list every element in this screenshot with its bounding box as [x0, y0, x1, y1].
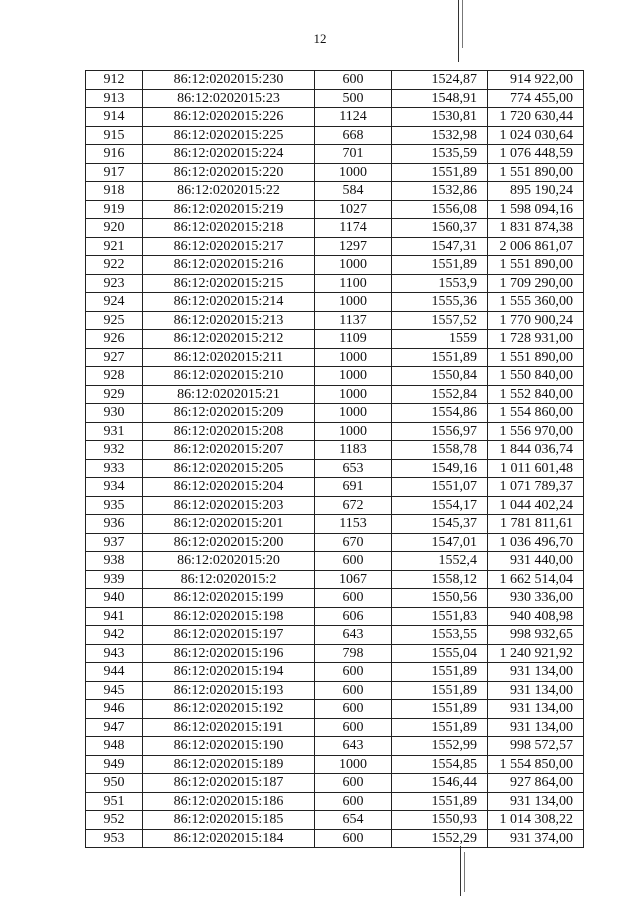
row-number-cell: 937 [86, 533, 143, 552]
total-cell: 998 572,57 [488, 737, 584, 756]
total-cell: 1 240 921,92 [488, 644, 584, 663]
row-number-cell: 953 [86, 829, 143, 848]
row-number-cell: 941 [86, 607, 143, 626]
total-cell: 931 134,00 [488, 681, 584, 700]
total-cell: 1 662 514,04 [488, 570, 584, 589]
row-number-cell: 936 [86, 515, 143, 534]
table-row [86, 478, 584, 497]
cadastral-number-cell: 86:12:0202015:186 [143, 792, 315, 811]
total-cell: 998 932,65 [488, 626, 584, 645]
total-cell: 931 374,00 [488, 829, 584, 848]
price-cell: 1524,87 [392, 71, 488, 90]
total-cell: 1 720 630,44 [488, 108, 584, 127]
table-row [86, 108, 584, 127]
row-number-cell: 926 [86, 330, 143, 349]
area-cell: 1000 [315, 256, 392, 275]
area-cell: 1174 [315, 219, 392, 238]
row-number-cell: 924 [86, 293, 143, 312]
table-row [86, 385, 584, 404]
area-cell: 1000 [315, 755, 392, 774]
price-cell: 1550,56 [392, 589, 488, 608]
row-number-cell: 945 [86, 681, 143, 700]
total-cell: 1 551 890,00 [488, 348, 584, 367]
table-row [86, 348, 584, 367]
area-cell: 701 [315, 145, 392, 164]
price-cell: 1545,37 [392, 515, 488, 534]
table-row [86, 274, 584, 293]
price-cell: 1551,89 [392, 681, 488, 700]
area-cell: 600 [315, 71, 392, 90]
area-cell: 1000 [315, 348, 392, 367]
cadastral-number-cell: 86:12:0202015:207 [143, 441, 315, 460]
total-cell: 1 044 402,24 [488, 496, 584, 515]
total-cell: 931 134,00 [488, 700, 584, 719]
price-cell: 1556,08 [392, 200, 488, 219]
area-cell: 600 [315, 681, 392, 700]
cadastral-number-cell: 86:12:0202015:197 [143, 626, 315, 645]
row-number-cell: 934 [86, 478, 143, 497]
cadastral-number-cell: 86:12:0202015:198 [143, 607, 315, 626]
row-number-cell: 939 [86, 570, 143, 589]
area-cell: 798 [315, 644, 392, 663]
total-cell: 1 831 874,38 [488, 219, 584, 238]
row-number-cell: 951 [86, 792, 143, 811]
price-cell: 1554,85 [392, 755, 488, 774]
price-cell: 1552,84 [392, 385, 488, 404]
area-cell: 1153 [315, 515, 392, 534]
cadastral-number-cell: 86:12:0202015:210 [143, 367, 315, 386]
row-number-cell: 932 [86, 441, 143, 460]
cadastral-number-cell: 86:12:0202015:189 [143, 755, 315, 774]
table-row [86, 293, 584, 312]
price-cell: 1530,81 [392, 108, 488, 127]
cadastral-number-cell: 86:12:0202015:204 [143, 478, 315, 497]
price-cell: 1551,89 [392, 718, 488, 737]
cadastral-number-cell: 86:12:0202015:194 [143, 663, 315, 682]
total-cell: 1 555 360,00 [488, 293, 584, 312]
area-cell: 643 [315, 737, 392, 756]
total-cell: 1 551 890,00 [488, 256, 584, 275]
row-number-cell: 944 [86, 663, 143, 682]
table-row [86, 311, 584, 330]
table-row [86, 811, 584, 830]
table-row [86, 496, 584, 515]
total-cell: 914 922,00 [488, 71, 584, 90]
row-number-cell: 920 [86, 219, 143, 238]
cadastral-number-cell: 86:12:0202015:193 [143, 681, 315, 700]
cadastral-number-cell: 86:12:0202015:22 [143, 182, 315, 201]
cadastral-number-cell: 86:12:0202015:205 [143, 459, 315, 478]
total-cell: 940 408,98 [488, 607, 584, 626]
binding-line-top [458, 0, 459, 62]
cadastral-number-cell: 86:12:0202015:201 [143, 515, 315, 534]
table-row [86, 200, 584, 219]
price-cell: 1556,97 [392, 422, 488, 441]
cadastral-number-cell: 86:12:0202015:196 [143, 644, 315, 663]
total-cell: 1 550 840,00 [488, 367, 584, 386]
cadastral-number-cell: 86:12:0202015:187 [143, 774, 315, 793]
cadastral-number-cell: 86:12:0202015:185 [143, 811, 315, 830]
table-row [86, 219, 584, 238]
price-cell: 1560,37 [392, 219, 488, 238]
table-row [86, 404, 584, 423]
area-cell: 606 [315, 607, 392, 626]
cadastral-number-cell: 86:12:0202015:212 [143, 330, 315, 349]
price-cell: 1532,86 [392, 182, 488, 201]
area-cell: 670 [315, 533, 392, 552]
area-cell: 600 [315, 663, 392, 682]
page-number: 12 [313, 31, 327, 46]
table-row [86, 607, 584, 626]
total-cell: 895 190,24 [488, 182, 584, 201]
total-cell: 1 781 811,61 [488, 515, 584, 534]
row-number-cell: 952 [86, 811, 143, 830]
table-row [86, 718, 584, 737]
table-row [86, 644, 584, 663]
price-cell: 1552,29 [392, 829, 488, 848]
row-number-cell: 938 [86, 552, 143, 571]
price-cell: 1548,91 [392, 89, 488, 108]
price-cell: 1551,89 [392, 348, 488, 367]
binding-line-bottom-2 [464, 852, 465, 892]
price-cell: 1553,9 [392, 274, 488, 293]
price-cell: 1551,89 [392, 700, 488, 719]
price-cell: 1552,99 [392, 737, 488, 756]
area-cell: 1137 [315, 311, 392, 330]
table-row [86, 459, 584, 478]
table-body [86, 71, 584, 848]
area-cell: 1100 [315, 274, 392, 293]
cadastral-number-cell: 86:12:0202015:211 [143, 348, 315, 367]
total-cell: 927 864,00 [488, 774, 584, 793]
row-number-cell: 917 [86, 163, 143, 182]
table-row [86, 533, 584, 552]
price-cell: 1546,44 [392, 774, 488, 793]
price-cell: 1558,78 [392, 441, 488, 460]
total-cell: 1 076 448,59 [488, 145, 584, 164]
price-cell: 1551,89 [392, 163, 488, 182]
price-cell: 1535,59 [392, 145, 488, 164]
cadastral-number-cell: 86:12:0202015:2 [143, 570, 315, 589]
cadastral-number-cell: 86:12:0202015:213 [143, 311, 315, 330]
area-cell: 1000 [315, 367, 392, 386]
area-cell: 600 [315, 700, 392, 719]
area-cell: 600 [315, 589, 392, 608]
total-cell: 1 024 030,64 [488, 126, 584, 145]
row-number-cell: 918 [86, 182, 143, 201]
total-cell: 1 036 496,70 [488, 533, 584, 552]
row-number-cell: 923 [86, 274, 143, 293]
total-cell: 1 014 308,22 [488, 811, 584, 830]
area-cell: 1067 [315, 570, 392, 589]
cadastral-number-cell: 86:12:0202015:190 [143, 737, 315, 756]
table-row [86, 330, 584, 349]
price-cell: 1558,12 [392, 570, 488, 589]
area-cell: 600 [315, 774, 392, 793]
cadastral-number-cell: 86:12:0202015:225 [143, 126, 315, 145]
table-row [86, 515, 584, 534]
table-row [86, 422, 584, 441]
price-cell: 1551,89 [392, 256, 488, 275]
table-row [86, 774, 584, 793]
area-cell: 1027 [315, 200, 392, 219]
cadastral-number-cell: 86:12:0202015:191 [143, 718, 315, 737]
table-row [86, 700, 584, 719]
total-cell: 1 554 850,00 [488, 755, 584, 774]
price-cell: 1551,07 [392, 478, 488, 497]
price-cell: 1551,89 [392, 792, 488, 811]
area-cell: 1183 [315, 441, 392, 460]
row-number-cell: 940 [86, 589, 143, 608]
cadastral-number-cell: 86:12:0202015:203 [143, 496, 315, 515]
cadastral-number-cell: 86:12:0202015:192 [143, 700, 315, 719]
total-cell: 1 071 789,37 [488, 478, 584, 497]
area-cell: 1124 [315, 108, 392, 127]
cadastral-number-cell: 86:12:0202015:20 [143, 552, 315, 571]
row-number-cell: 935 [86, 496, 143, 515]
area-cell: 1000 [315, 163, 392, 182]
row-number-cell: 915 [86, 126, 143, 145]
table-row [86, 367, 584, 386]
cadastral-number-cell: 86:12:0202015:184 [143, 829, 315, 848]
row-number-cell: 928 [86, 367, 143, 386]
table-row [86, 145, 584, 164]
area-cell: 1000 [315, 385, 392, 404]
table-row [86, 792, 584, 811]
table-row [86, 163, 584, 182]
area-cell: 668 [315, 126, 392, 145]
row-number-cell: 942 [86, 626, 143, 645]
table-row [86, 681, 584, 700]
area-cell: 1109 [315, 330, 392, 349]
price-cell: 1547,01 [392, 533, 488, 552]
total-cell: 1 598 094,16 [488, 200, 584, 219]
cadastral-number-cell: 86:12:0202015:200 [143, 533, 315, 552]
cadastral-number-cell: 86:12:0202015:230 [143, 71, 315, 90]
price-cell: 1551,89 [392, 663, 488, 682]
table-row [86, 829, 584, 848]
cadastral-number-cell: 86:12:0202015:220 [143, 163, 315, 182]
cadastral-number-cell: 86:12:0202015:217 [143, 237, 315, 256]
table-row [86, 570, 584, 589]
price-cell: 1550,93 [392, 811, 488, 830]
total-cell: 1 556 970,00 [488, 422, 584, 441]
cadastral-number-cell: 86:12:0202015:226 [143, 108, 315, 127]
price-cell: 1554,86 [392, 404, 488, 423]
area-cell: 1000 [315, 293, 392, 312]
area-cell: 691 [315, 478, 392, 497]
row-number-cell: 950 [86, 774, 143, 793]
row-number-cell: 948 [86, 737, 143, 756]
cadastral-number-cell: 86:12:0202015:214 [143, 293, 315, 312]
price-cell: 1557,52 [392, 311, 488, 330]
area-cell: 584 [315, 182, 392, 201]
area-cell: 653 [315, 459, 392, 478]
total-cell: 931 440,00 [488, 552, 584, 571]
cadastral-number-cell: 86:12:0202015:218 [143, 219, 315, 238]
row-number-cell: 946 [86, 700, 143, 719]
area-cell: 1000 [315, 422, 392, 441]
row-number-cell: 922 [86, 256, 143, 275]
table-row [86, 89, 584, 108]
price-cell: 1551,83 [392, 607, 488, 626]
cadastral-number-cell: 86:12:0202015:208 [143, 422, 315, 441]
total-cell: 1 709 290,00 [488, 274, 584, 293]
area-cell: 600 [315, 718, 392, 737]
row-number-cell: 929 [86, 385, 143, 404]
cadastral-number-cell: 86:12:0202015:21 [143, 385, 315, 404]
binding-line-top-2 [462, 0, 463, 48]
table-row [86, 237, 584, 256]
row-number-cell: 913 [86, 89, 143, 108]
price-cell: 1555,36 [392, 293, 488, 312]
cadastral-number-cell: 86:12:0202015:215 [143, 274, 315, 293]
row-number-cell: 931 [86, 422, 143, 441]
total-cell: 1 770 900,24 [488, 311, 584, 330]
cadastral-number-cell: 86:12:0202015:209 [143, 404, 315, 423]
total-cell: 931 134,00 [488, 718, 584, 737]
price-cell: 1555,04 [392, 644, 488, 663]
total-cell: 931 134,00 [488, 663, 584, 682]
price-cell: 1553,55 [392, 626, 488, 645]
area-cell: 654 [315, 811, 392, 830]
area-cell: 1297 [315, 237, 392, 256]
cadastral-number-cell: 86:12:0202015:199 [143, 589, 315, 608]
price-cell: 1552,4 [392, 552, 488, 571]
total-cell: 1 554 860,00 [488, 404, 584, 423]
row-number-cell: 947 [86, 718, 143, 737]
total-cell: 1 552 840,00 [488, 385, 584, 404]
row-number-cell: 921 [86, 237, 143, 256]
cadastral-number-cell: 86:12:0202015:224 [143, 145, 315, 164]
row-number-cell: 914 [86, 108, 143, 127]
table-row [86, 441, 584, 460]
row-number-cell: 919 [86, 200, 143, 219]
table-row [86, 256, 584, 275]
cadastral-number-cell: 86:12:0202015:216 [143, 256, 315, 275]
total-cell: 774 455,00 [488, 89, 584, 108]
price-cell: 1547,31 [392, 237, 488, 256]
total-cell: 930 336,00 [488, 589, 584, 608]
total-cell: 1 728 931,00 [488, 330, 584, 349]
binding-line-bottom [460, 846, 461, 896]
table-row [86, 737, 584, 756]
row-number-cell: 912 [86, 71, 143, 90]
row-number-cell: 930 [86, 404, 143, 423]
price-cell: 1550,84 [392, 367, 488, 386]
area-cell: 600 [315, 829, 392, 848]
table-row [86, 589, 584, 608]
total-cell: 1 551 890,00 [488, 163, 584, 182]
cadastral-number-cell: 86:12:0202015:219 [143, 200, 315, 219]
table-row [86, 552, 584, 571]
table-row [86, 755, 584, 774]
price-cell: 1554,17 [392, 496, 488, 515]
price-cell: 1549,16 [392, 459, 488, 478]
table-row [86, 182, 584, 201]
cadastral-number-cell: 86:12:0202015:23 [143, 89, 315, 108]
area-cell: 672 [315, 496, 392, 515]
table-row [86, 626, 584, 645]
row-number-cell: 949 [86, 755, 143, 774]
price-cell: 1559 [392, 330, 488, 349]
table-row [86, 71, 584, 90]
area-cell: 643 [315, 626, 392, 645]
row-number-cell: 925 [86, 311, 143, 330]
land-plot-table [85, 70, 584, 848]
area-cell: 600 [315, 552, 392, 571]
row-number-cell: 916 [86, 145, 143, 164]
row-number-cell: 933 [86, 459, 143, 478]
area-cell: 500 [315, 89, 392, 108]
area-cell: 600 [315, 792, 392, 811]
row-number-cell: 927 [86, 348, 143, 367]
table-row [86, 663, 584, 682]
area-cell: 1000 [315, 404, 392, 423]
price-cell: 1532,98 [392, 126, 488, 145]
total-cell: 1 011 601,48 [488, 459, 584, 478]
total-cell: 931 134,00 [488, 792, 584, 811]
total-cell: 1 844 036,74 [488, 441, 584, 460]
total-cell: 2 006 861,07 [488, 237, 584, 256]
row-number-cell: 943 [86, 644, 143, 663]
table-row [86, 126, 584, 145]
